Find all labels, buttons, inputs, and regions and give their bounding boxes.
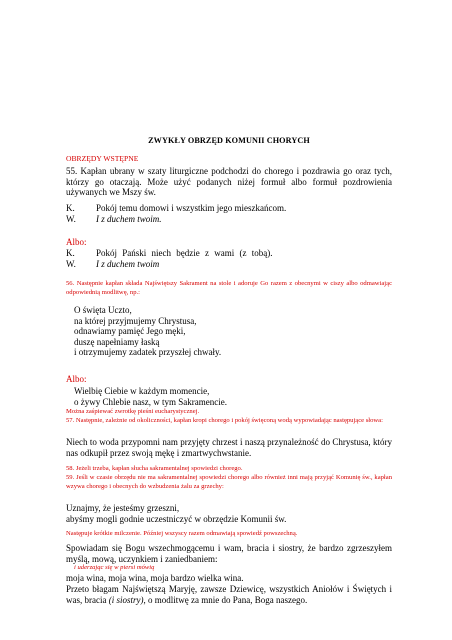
- call-line: Uznajmy, że jesteśmy grzeszni,: [66, 503, 180, 513]
- prayer-line: Wielbię Ciebie w każdym momencie,: [74, 386, 210, 396]
- prayer-line: duszę napełniamy łaską: [74, 336, 160, 347]
- k-text: Pokój Pański niech będzie z wami (z tobą).: [96, 248, 273, 258]
- prayer-o-swieta-uczto: [74, 305, 400, 358]
- paragraph-58: 58. Jeżeli trzeba, kapłan słucha sakramentalnej spowiedzi chorego.: [66, 465, 243, 472]
- confiteor-brackets: (i siostry): [108, 594, 144, 605]
- w-label: W.: [66, 214, 76, 224]
- k-label: K.: [66, 248, 75, 258]
- page-title: ZWYKŁY OBRZĘD KOMUNII CHORYCH: [148, 136, 310, 145]
- w-label: W.: [66, 259, 76, 269]
- note-silence: Następuje krótkie milczenie. Później wszyscy razem odmawiają spowiedź powszechną.: [66, 530, 298, 537]
- confiteor-part-1: Spowiadam się Bogu wszechmogącemu i wam, bracia i siostry, że bardzo zgrzeszyłem myślą, mową, uczynkiem i zaniedbaniem:: [66, 543, 392, 564]
- confiteor-part-3: [66, 584, 392, 605]
- paragraph-59: 59. Jeśli w czasie obrzędu nie ma sakramentalnej spowiedzi chorego albo również inni mają przyjąć Komunię św., kapłan wzywa chorego i obecnych do wzbudzenia żalu za grzechy:: [66, 474, 392, 490]
- albo-label-2: Albo:: [66, 374, 87, 384]
- prayer-line: o żywy Chlebie nasz, w tym Sakramencie.: [74, 396, 227, 407]
- confiteor-part-2: moja wina, moja wina, moja bardzo wielka wina.: [66, 573, 244, 583]
- greeting-2-w-line: [66, 259, 159, 270]
- paragraph-55: 55. Kapłan ubrany w szaty liturgiczne podchodzi do chorego i pozdrawia go oraz tych, którzy go otaczają. Może użyć podanych niżej formuł albo formuł pozdrowienia używanych we Mszy św.: [66, 166, 392, 198]
- call-to-repentance: [66, 503, 392, 524]
- prayer-line: na której przyjmujemy Chrystusa,: [74, 315, 197, 326]
- greeting-1-w-line: [66, 214, 162, 225]
- prayer-line: i otrzymujemy zadatek przyszłej chwały.: [74, 347, 222, 358]
- rubric-strike-breast: i uderzając się w piersi mówią: [74, 564, 155, 571]
- prayer-wielbie-ciebie: [74, 386, 400, 407]
- prayer-line: odnawiamy pamięć Jego męki,: [74, 326, 186, 337]
- k-label: K.: [66, 203, 75, 213]
- paragraph-56: 56. Następnie kapłan składa Najświętszy Sakrament na stole i adoruje Go razem z obecnymi w ciszy albo odmawiając odpowiednią modlitwę, np.:: [66, 280, 392, 296]
- confiteor-part-3c: , o modlitwę za mnie do Pana, Boga naszego.: [143, 594, 308, 605]
- section-heading-intro: OBRZĘDY WSTĘPNE: [66, 154, 139, 163]
- k-text: Pokój temu domowi i wszystkim jego mieszkańcom.: [96, 203, 287, 213]
- albo-label-1: Albo:: [66, 237, 87, 247]
- greeting-1-k-line: [66, 203, 286, 214]
- paragraph-57: 57. Następnie, zależnie od okoliczności, kapłan kropi chorego i pokój święconą wodą wypowiadając następujące słowa:: [66, 417, 383, 424]
- paragraph-57-words: Niech to woda przypomni nam przyjęty chrzest i naszą przynależność do Chrystusa, który nas odkupił przez swoją mękę i zmartwychwstanie.: [66, 437, 392, 458]
- note-eucharistic-song: Można zaśpiewać zwrotkę pieśni eucharystycznej.: [66, 408, 200, 415]
- w-text: I z duchem twoim.: [96, 214, 162, 224]
- prayer-line: O święta Uczto,: [74, 305, 132, 315]
- confiteor-part-3a: Przeto błagam Najświętszą Maryję, zawsze Dziewicę, wszystkich Aniołów i Świętych i was, bracia: [66, 584, 392, 605]
- greeting-2-k-line: [66, 248, 272, 259]
- call-line: abyśmy mogli godnie uczestniczyć w obrzędzie Komunii św.: [66, 513, 287, 524]
- w-text: I z duchem twoim: [96, 259, 160, 269]
